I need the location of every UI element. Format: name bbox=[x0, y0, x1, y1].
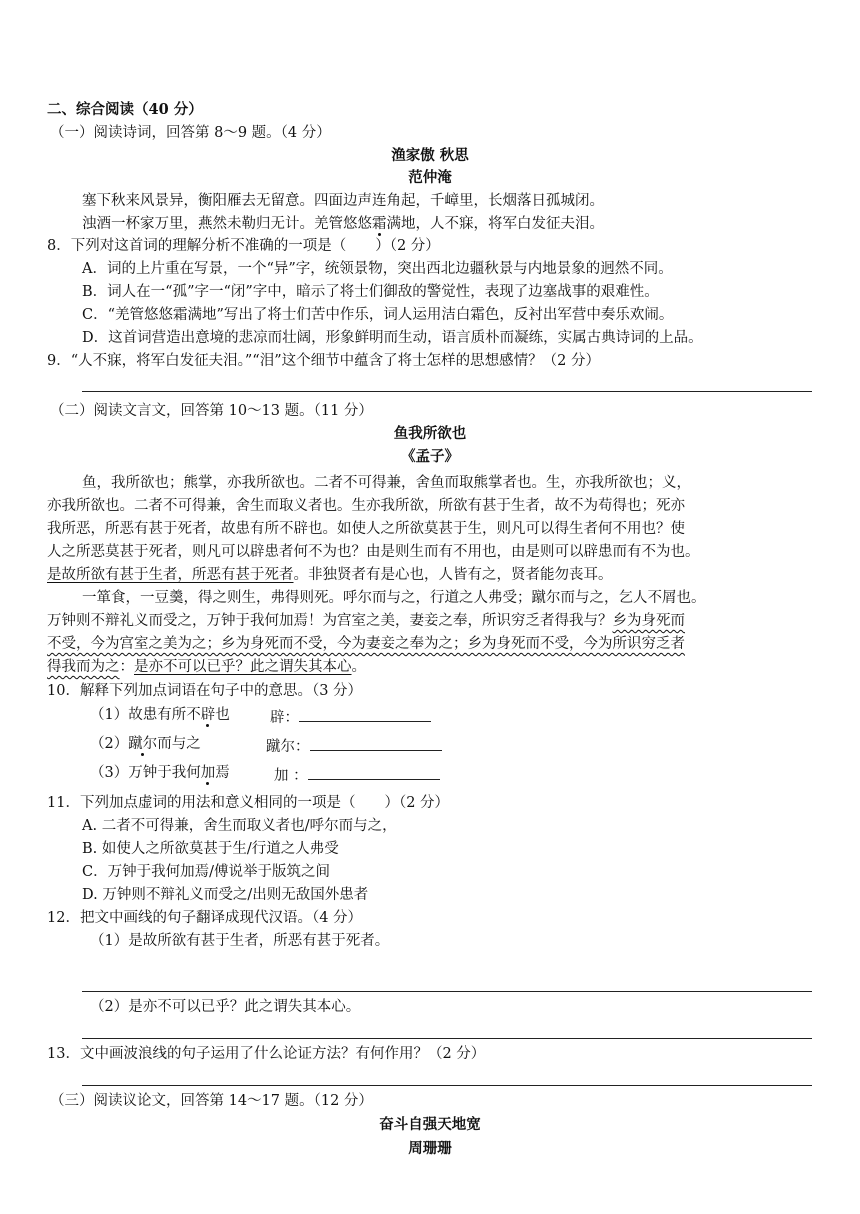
underlined-sentence: 是故所欲有甚于生者，所恶有甚于死者 bbox=[47, 567, 294, 583]
question-10-stem: 10．解释下列加点词语在句子中的意思。（3 分） bbox=[47, 683, 363, 699]
question-8-option-d: D．这首词营造出意境的悲凉而壮阔，形象鲜明而生动，语言质朴而凝练，实属古典诗词的上品。 bbox=[82, 330, 703, 346]
dotted-char: 蹴尔 bbox=[128, 736, 158, 752]
question-12-item-2: （2）是亦不可以已乎？此之谓失其本心。 bbox=[90, 999, 361, 1015]
question-11-stem: 11．下列加点虚词的用法和意义相同的一项是（ ）（2 分） bbox=[47, 795, 450, 811]
question-11-option-b: B. 如使人之所欲莫甚于生/行道之人弗受 bbox=[82, 841, 339, 857]
passage-line bbox=[47, 633, 685, 655]
question-12-item-1: （1）是故所欲有甚于生者，所恶有甚于死者。 bbox=[90, 933, 390, 949]
poem-line: 塞下秋来风景异，衡阳雁去无留意。四面边声连角起，千嶂里，长烟落日孤城闭。 bbox=[82, 193, 604, 209]
answer-blank[interactable] bbox=[299, 704, 431, 722]
part2-instruction: （二）阅读文言文，回答第 10～13 题。（11 分） bbox=[50, 403, 373, 419]
question-8-option-a: A．词的上片重在写景，一个“异”字，统领景物，突出西北边疆秋景与内地景象的迥然不同。 bbox=[82, 261, 673, 277]
question-10-item-3-answer: 加 ： bbox=[274, 762, 440, 787]
question-12-stem: 12．把文中画线的句子翻译成现代汉语。（4 分） bbox=[47, 910, 363, 926]
question-10-item-2: （2）蹴尔而与之 bbox=[90, 736, 201, 752]
passage-line: 鱼，我所欲也；熊掌，亦我所欲也。二者不可得兼，舍鱼而取熊掌者也。生，亦我所欲也；义， bbox=[82, 475, 691, 491]
dotted-char: 辟 bbox=[200, 707, 216, 723]
passage-line: 得我而为之：是亦不可以已乎？此之谓失其本心。 bbox=[47, 659, 366, 675]
answer-blank[interactable] bbox=[308, 762, 440, 780]
poem-author: 范仲淹 bbox=[408, 169, 452, 186]
passage-line: 一箪食，一豆羹，得之则生，弗得则死。呼尔而与之，行道之人弗受；蹴尔而与之，乞人不屑也。 bbox=[82, 590, 706, 606]
answer-line[interactable] bbox=[82, 391, 812, 392]
passage-line: 是故所欲有甚于生者，所恶有甚于死者。非独贤者有是心也，人皆有之，贤者能勿丧耳。 bbox=[47, 567, 613, 583]
question-11-option-d: D. 万钟则不辩礼义而受之/出则无敌国外患者 bbox=[82, 887, 369, 903]
question-11-option-a: A. 二者不可得兼，舍生而取义者也/呼尔而与之， bbox=[82, 818, 397, 834]
answer-line[interactable] bbox=[82, 1038, 812, 1039]
essay-title: 奋斗自强天地宽 bbox=[379, 1116, 481, 1133]
dotted-char: 霜 bbox=[372, 216, 387, 232]
passage-line: 人之所恶莫甚于死者，则凡可以辟患者何不为也？由是则生而有不用也，由是则可以辟患而有不为也。 bbox=[47, 544, 700, 560]
underlined-sentence: 是亦不可以已乎？此之谓失其本心 bbox=[134, 659, 352, 675]
wavy-underlined-text: 不受，今为宫室之美为之；乡为身死而不受，今为妻妾之奉为之；乡为身死而不受，今为所识穷乏者 bbox=[47, 636, 685, 652]
question-10-item-2-answer: 蹴尔： bbox=[266, 733, 442, 758]
passage-line: 亦我所欲也。二者不可得兼，舍生而取义者也。生亦我所欲，所欲有甚于生者，故不为苟得也；死亦 bbox=[47, 498, 685, 514]
answer-line[interactable] bbox=[82, 991, 812, 992]
question-13-stem: 13．文中画波浪线的句子运用了什么论证方法？有何作用？（2 分） bbox=[47, 1046, 486, 1062]
question-8-stem: 8．下列对这首词的理解分析不准确的一项是（ ）（2 分） bbox=[47, 238, 440, 254]
answer-line[interactable] bbox=[82, 1085, 812, 1086]
wavy-underlined-text: 乡为身死而 bbox=[612, 613, 685, 629]
passage-line: 我所恶，所恶有甚于死者，故患有所不辟也。如使人之所欲莫甚于生，则凡可以得生者何不用也？使 bbox=[47, 521, 685, 537]
wavy-underlined-text: 得我而为之 bbox=[47, 659, 120, 675]
answer-blank[interactable] bbox=[310, 733, 442, 751]
question-8-option-c: C．“羌管悠悠霜满地”写出了将士们苦中作乐，词人运用洁白霜色，反衬出军营中奏乐欢闹。 bbox=[82, 307, 674, 323]
passage-line: 万钟则不辩礼义而受之，万钟于我何加焉！为宫室之美，妻妾之奉，所识穷乏者得我与？乡为身死而 bbox=[47, 613, 685, 629]
passage-title: 鱼我所欲也 bbox=[393, 425, 467, 442]
question-10-item-1-answer: 辟： bbox=[270, 704, 431, 729]
part3-instruction: （三）阅读议论文，回答第 14～17 题。（12 分） bbox=[50, 1093, 373, 1109]
essay-author: 周珊珊 bbox=[408, 1140, 452, 1157]
part1-instruction: （一）阅读诗词，回答第 8～9 题。（4 分） bbox=[50, 125, 331, 141]
question-11-option-c: C．万钟于我何加焉/傅说举于版筑之间 bbox=[82, 864, 330, 880]
question-9-stem: 9．“人不寐，将军白发征夫泪。”“泪”这个细节中蕴含了将士怎样的思想感情？（2 分） bbox=[47, 353, 600, 369]
section-heading: 二、综合阅读（40 分） bbox=[47, 101, 203, 118]
passage-source: 《孟子》 bbox=[401, 448, 459, 465]
poem-line: 浊酒一杯家万里，燕然未勒归无计。羌管悠悠霜满地，人不寐，将军白发征夫泪。 bbox=[82, 216, 604, 232]
question-10-item-1: （1）故患有所不辟也 bbox=[90, 707, 230, 723]
question-10-item-3: （3）万钟于我何加焉 bbox=[90, 765, 230, 781]
question-8-option-b: B．词人在一“孤”字一“闭”字中，暗示了将士们御敌的警觉性，表现了边塞战事的艰难性。 bbox=[82, 284, 659, 300]
poem-title: 渔家傲 秋思 bbox=[391, 147, 469, 164]
dotted-char: 加 bbox=[200, 765, 216, 781]
